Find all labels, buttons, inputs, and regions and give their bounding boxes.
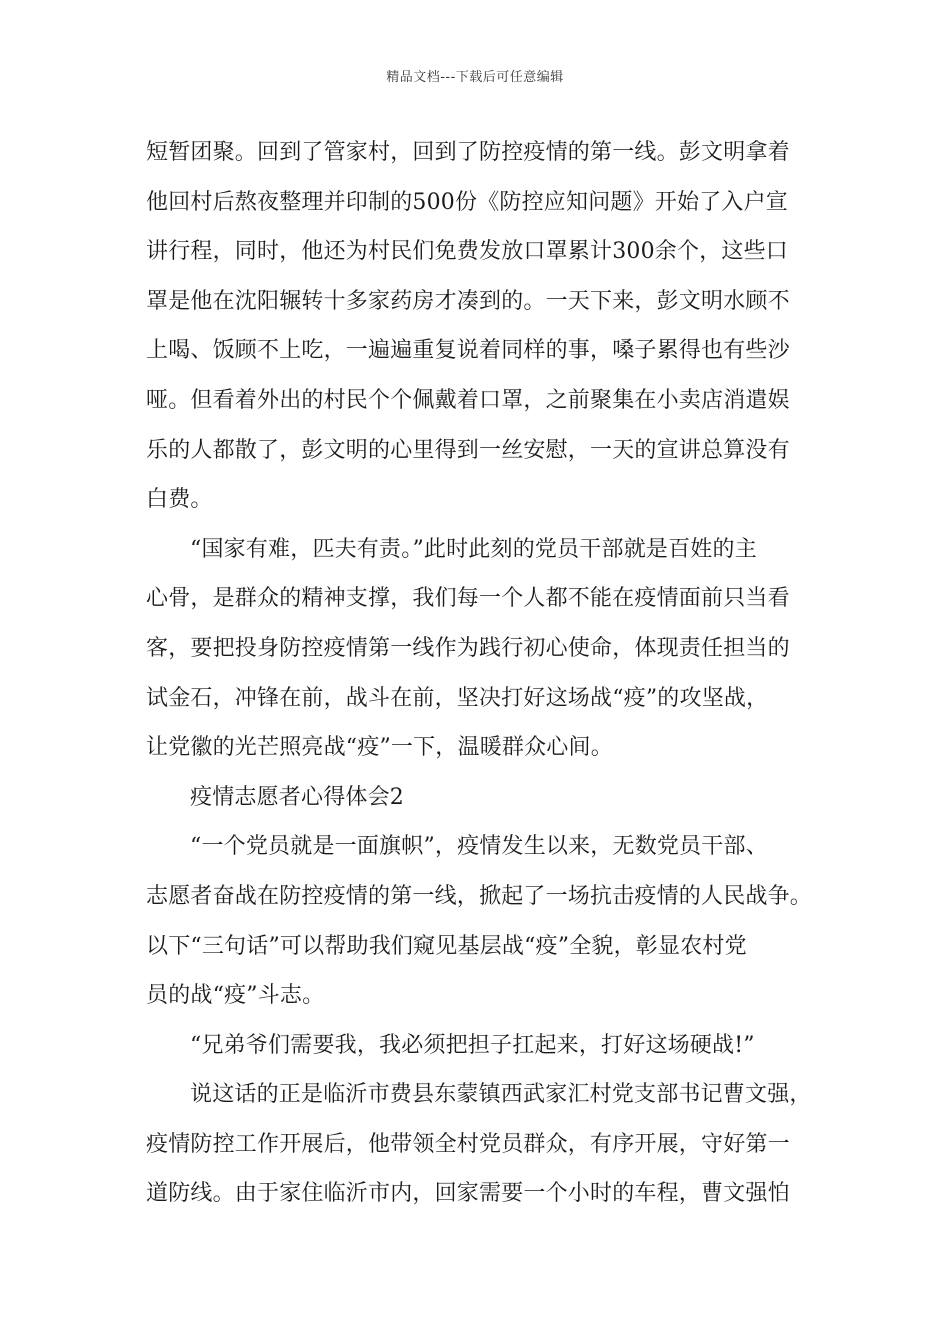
text-line: 志愿者奋战在防控疫情的第一线，掀起了一场抗击疫情的人民战争。 — [146, 883, 813, 909]
text-line: 上喝、饭顾不上吃，一遍遍重复说着同样的事，嗓子累得也有些沙 — [146, 338, 790, 364]
text-line: 疫情志愿者心得体会2 — [190, 784, 404, 810]
text-line: 说这话的正是临沂市费县东蒙镇西武家汇村党支部书记曹文强， — [190, 1082, 812, 1108]
text-line: 短暂团聚。回到了管家村，回到了防控疫情的第一线。彭文明拿着 — [146, 140, 790, 165]
text-line: “一个党员就是一面旗帜”，疫情发生以来，无数党员干部、 — [190, 834, 768, 860]
text-line: 道防线。由于家住临沂市内，回家需要一个小时的车程，曹文强怕 — [146, 1181, 790, 1207]
text-line: 他回村后熬夜整理并印制的500份《防控应知问题》开始了入户宣 — [146, 189, 788, 215]
text-line: 客，要把投身防控疫情第一线作为践行初心使命，体现责任担当的 — [146, 635, 790, 661]
text-line: 员的战“疫”斗志。 — [146, 983, 325, 1009]
text-line: 疫情防控工作开展后，他带领全村党员群众，有序开展，守好第一 — [146, 1131, 790, 1157]
text-line: “兄弟爷们需要我，我必须把担子扛起来，打好这场硬战!” — [190, 1032, 755, 1058]
text-line: 讲行程，同时，他还为村民们免费发放口罩累计300余个，这些口 — [146, 239, 788, 265]
document-body — [146, 128, 826, 1219]
page-header: 精品文档---下载后可任意编辑 — [386, 70, 564, 85]
text-line: 哑。但看着外出的村民个个佩戴着口罩，之前聚集在小卖店消遣娱 — [146, 387, 790, 413]
text-line: 心骨，是群众的精神支撑，我们每一个人都不能在疫情面前只当看 — [146, 586, 790, 612]
text-line: 试金石，冲锋在前，战斗在前，坚决打好这场战“疫”的攻坚战， — [146, 685, 769, 711]
text-line: 乐的人都散了，彭文明的心里得到一丝安慰，一天的宣讲总算没有 — [146, 437, 790, 463]
text-line: 以下“三句话”可以帮助我们窥见基层战“疫”全貌，彰显农村党 — [146, 933, 747, 959]
text-line: 罩是他在沈阳辗转十多家药房才凑到的。一天下来，彭文明水顾不 — [146, 288, 790, 314]
text-line: “国家有难，匹夫有责。”此时此刻的党员干部就是百姓的主 — [190, 536, 757, 562]
text-line: 让党徽的光芒照亮战“疫”一下，温暖群众心间。 — [146, 735, 613, 761]
text-line: 白费。 — [146, 487, 213, 513]
